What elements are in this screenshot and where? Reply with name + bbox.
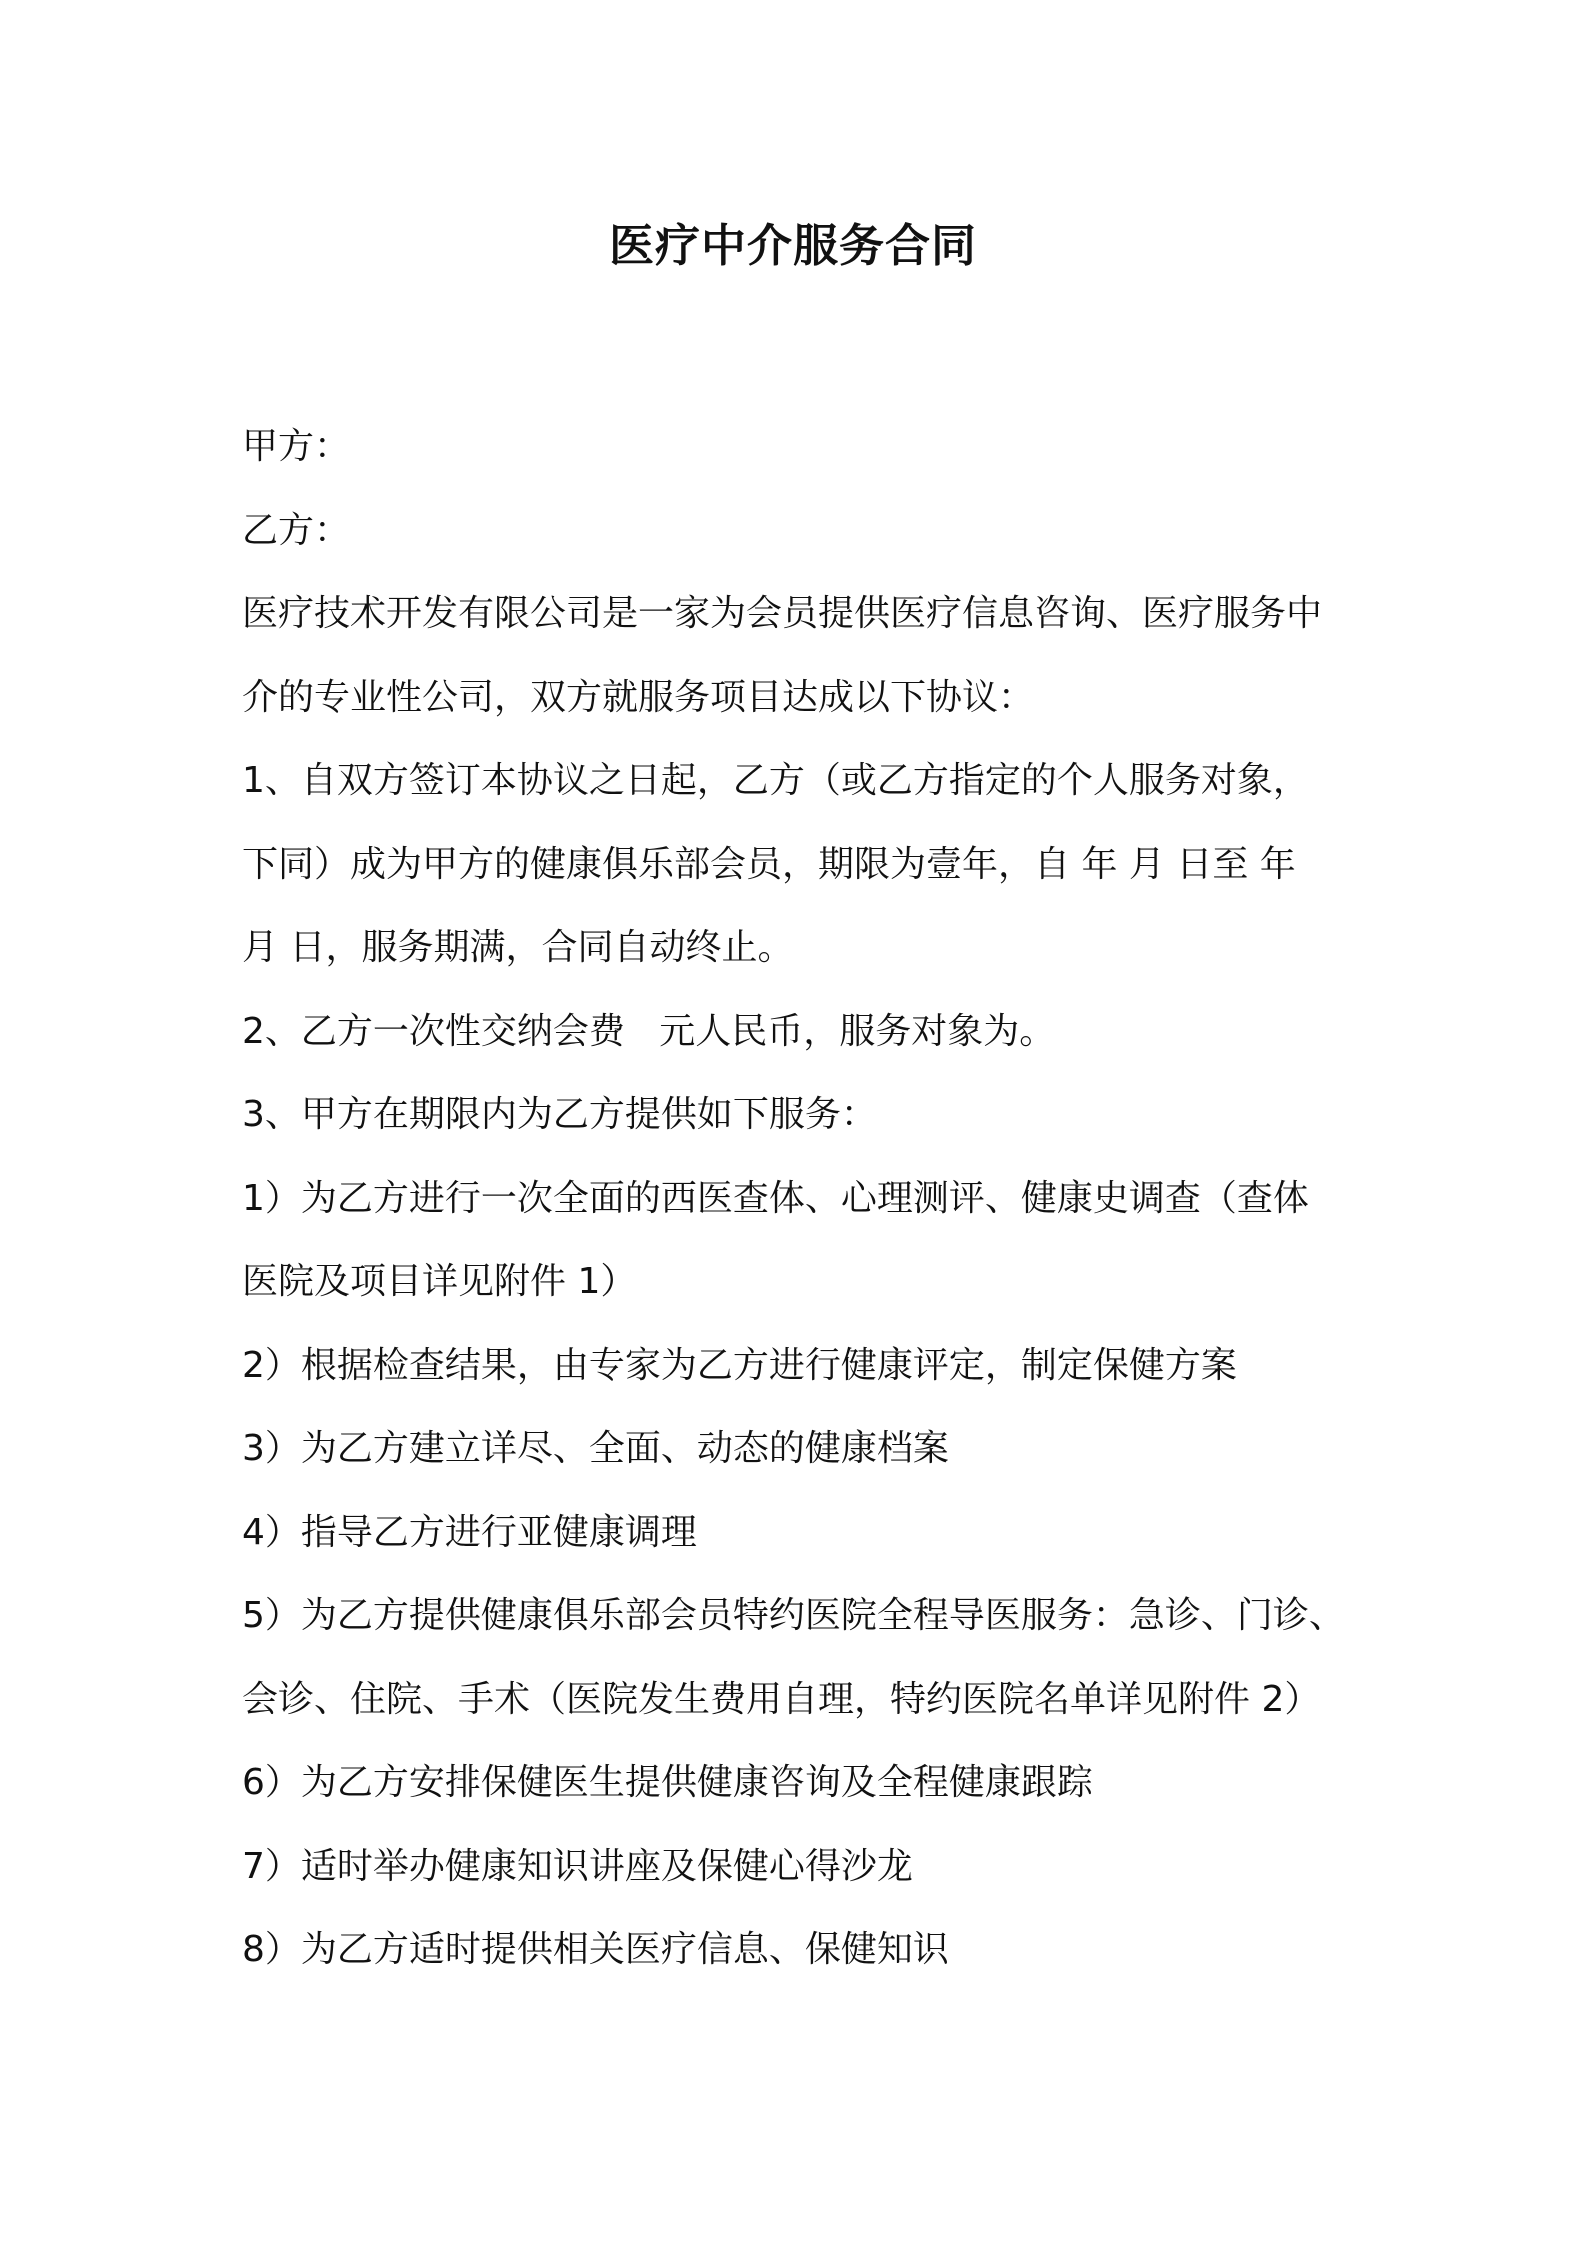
service-3-line: 3）为乙方建立详尽、全面、动态的健康档案 — [242, 1428, 949, 1469]
service-4-line: 4）指导乙方进行亚健康调理 — [242, 1511, 697, 1553]
service-5-line-2: 会诊、住院、手术（医院发生费用自理，特约医院名单详见附件 2） — [242, 1678, 1321, 1720]
intro-line-2: 介的专业性公司，双方就服务项目达成以下协议： — [242, 676, 1035, 718]
clause-3-line: 3、甲方在期限内为乙方提供如下服务： — [242, 1094, 877, 1135]
clause-1-line-1: 1、自双方签订本协议之日起，乙方（或乙方指定的个人服务对象， — [242, 760, 1309, 801]
service-5-line-1: 5）为乙方提供健康俱乐部会员特约医院全程导医服务：急诊、门诊、 — [242, 1595, 1345, 1636]
service-1-line-2: 医院及项目详见附件 1） — [242, 1261, 637, 1302]
service-2-line: 2）根据检查结果，由专家为乙方进行健康评定，制定保健方案 — [242, 1344, 1237, 1386]
party-b-line: 乙方： — [242, 509, 351, 551]
service-6-line: 6）为乙方安排保健医生提供健康咨询及全程健康跟踪 — [242, 1762, 1093, 1803]
document-title: 医疗中介服务合同 — [608, 219, 977, 272]
intro-line-1: 医疗技术开发有限公司是一家为会员提供医疗信息咨询、医疗服务中 — [242, 593, 1323, 634]
clause-1-line-2: 下同）成为甲方的健康俱乐部会员，期限为壹年，自 年 月 日至 年 — [242, 843, 1296, 885]
service-8-line: 8）为乙方适时提供相关医疗信息、保健知识 — [242, 1929, 949, 1970]
service-1-line-1: 1）为乙方进行一次全面的西医查体、心理测评、健康史调查（查体 — [242, 1177, 1309, 1219]
clause-1-line-3: 月 日，服务期满，合同自动终止。 — [242, 927, 794, 968]
clause-2-line: 2、乙方一次性交纳会费 元人民币，服务对象为。 — [242, 1010, 1056, 1052]
party-a-line: 甲方： — [242, 426, 351, 467]
document-body — [242, 405, 1372, 1992]
service-7-line: 7）适时举办健康知识讲座及保健心得沙龙 — [242, 1845, 913, 1887]
